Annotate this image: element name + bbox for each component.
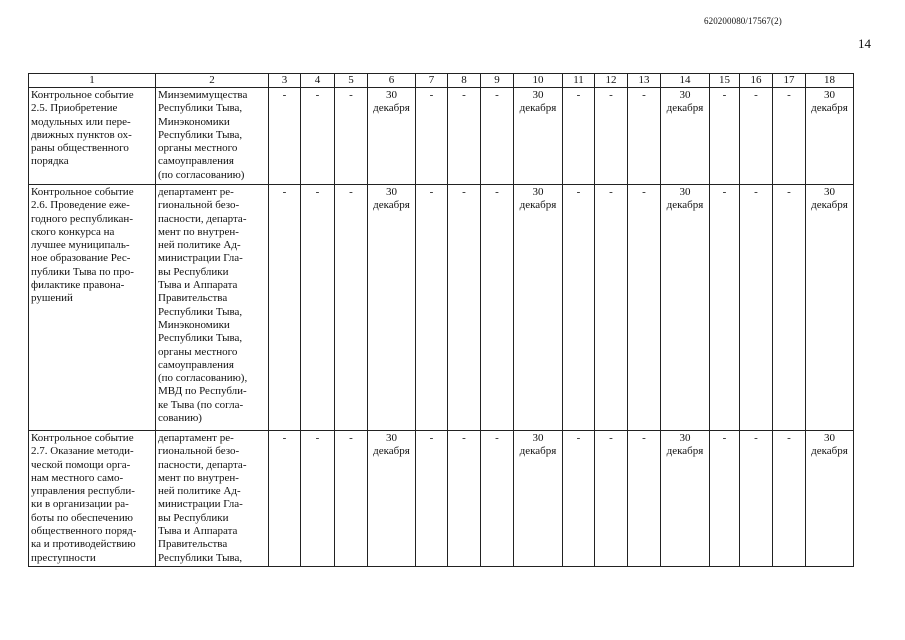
empty-period-cell: - bbox=[481, 185, 514, 431]
column-number: 18 bbox=[806, 74, 854, 88]
empty-period-cell: - bbox=[740, 88, 773, 185]
empty-period-cell: - bbox=[269, 185, 301, 431]
empty-period-cell: - bbox=[710, 185, 740, 431]
executors-cell: Минземимущества Республики Тыва, Минэкономики Республики Тыва, органы местного самоуправления (по согласованию) bbox=[156, 88, 269, 185]
empty-period-cell: - bbox=[481, 88, 514, 185]
column-number: 7 bbox=[416, 74, 448, 88]
deadline-cell: 30 декабря bbox=[661, 431, 710, 567]
column-number: 2 bbox=[156, 74, 269, 88]
table-row bbox=[29, 88, 854, 185]
control-event-cell: Контрольное событие 2.5. Приобретение модульных или пере- движных пунктов ох- раны общественного порядка bbox=[29, 88, 156, 185]
deadline-cell: 30 декабря bbox=[806, 88, 854, 185]
empty-period-cell: - bbox=[595, 185, 628, 431]
column-number: 15 bbox=[710, 74, 740, 88]
table-row bbox=[29, 431, 854, 567]
deadline-cell: 30 декабря bbox=[661, 88, 710, 185]
empty-period-cell: - bbox=[301, 185, 335, 431]
column-number: 13 bbox=[628, 74, 661, 88]
page-number: 14 bbox=[858, 36, 871, 51]
deadline-cell: 30 декабря bbox=[806, 431, 854, 567]
empty-period-cell: - bbox=[301, 431, 335, 567]
deadline-cell: 30 декабря bbox=[514, 185, 563, 431]
empty-period-cell: - bbox=[301, 88, 335, 185]
column-number: 11 bbox=[563, 74, 595, 88]
empty-period-cell: - bbox=[740, 185, 773, 431]
empty-period-cell: - bbox=[563, 431, 595, 567]
column-number: 8 bbox=[448, 74, 481, 88]
column-number: 9 bbox=[481, 74, 514, 88]
empty-period-cell: - bbox=[710, 88, 740, 185]
column-number: 12 bbox=[595, 74, 628, 88]
empty-period-cell: - bbox=[335, 431, 368, 567]
column-number: 14 bbox=[661, 74, 710, 88]
executors-cell: департамент ре- гиональной безо- пасности, департа- мент по внутрен- ней политике Ад- министрации Гла- вы Республики Тыва и Аппарата Правительства Республики Тыва, bbox=[156, 431, 269, 567]
empty-period-cell: - bbox=[448, 88, 481, 185]
deadline-cell: 30 декабря bbox=[514, 88, 563, 185]
column-number: 17 bbox=[773, 74, 806, 88]
column-number: 5 bbox=[335, 74, 368, 88]
control-event-cell: Контрольное событие 2.6. Проведение еже- годного республикан- ского конкурса на лучшее муниципаль- ное образование Рес- публики Тыва по про- филактике правона- рушений bbox=[29, 185, 156, 431]
empty-period-cell: - bbox=[773, 88, 806, 185]
empty-period-cell: - bbox=[416, 88, 448, 185]
column-number: 16 bbox=[740, 74, 773, 88]
table-row bbox=[29, 185, 854, 431]
empty-period-cell: - bbox=[773, 185, 806, 431]
empty-period-cell: - bbox=[740, 431, 773, 567]
empty-period-cell: - bbox=[563, 88, 595, 185]
control-event-cell: Контрольное событие 2.7. Оказание методи- ческой помощи орга- нам местного само- управления республи- ки в организации ра- боты по обеспечению общественного поряд- ка и противодействию преступности bbox=[29, 431, 156, 567]
schedule-table bbox=[28, 73, 854, 567]
empty-period-cell: - bbox=[448, 431, 481, 567]
empty-period-cell: - bbox=[563, 185, 595, 431]
deadline-cell: 30 декабря bbox=[368, 185, 416, 431]
empty-period-cell: - bbox=[481, 431, 514, 567]
empty-period-cell: - bbox=[416, 431, 448, 567]
empty-period-cell: - bbox=[335, 185, 368, 431]
empty-period-cell: - bbox=[416, 185, 448, 431]
deadline-cell: 30 декабря bbox=[368, 431, 416, 567]
empty-period-cell: - bbox=[448, 185, 481, 431]
empty-period-cell: - bbox=[628, 431, 661, 567]
empty-period-cell: - bbox=[269, 88, 301, 185]
executors-cell: департамент ре- гиональной безо- пасности, департа- мент по внутрен- ней политике Ад- министрации Гла- вы Республики Тыва и Аппарата Правительства Республики Тыва, Минэкономики Республики Тыва, органы местного самоуправления (по согласованию), МВД по Республи- ке Тыва (по согла- сованию) bbox=[156, 185, 269, 431]
column-number: 4 bbox=[301, 74, 335, 88]
column-number: 6 bbox=[368, 74, 416, 88]
empty-period-cell: - bbox=[773, 431, 806, 567]
deadline-cell: 30 декабря bbox=[661, 185, 710, 431]
deadline-cell: 30 декабря bbox=[806, 185, 854, 431]
column-number-row bbox=[29, 74, 854, 88]
empty-period-cell: - bbox=[595, 88, 628, 185]
empty-period-cell: - bbox=[710, 431, 740, 567]
empty-period-cell: - bbox=[269, 431, 301, 567]
empty-period-cell: - bbox=[335, 88, 368, 185]
empty-period-cell: - bbox=[628, 185, 661, 431]
document-code: 620200080/17567(2) bbox=[704, 16, 782, 26]
column-number: 10 bbox=[514, 74, 563, 88]
empty-period-cell: - bbox=[628, 88, 661, 185]
column-number: 3 bbox=[269, 74, 301, 88]
column-number: 1 bbox=[29, 74, 156, 88]
empty-period-cell: - bbox=[595, 431, 628, 567]
deadline-cell: 30 декабря bbox=[368, 88, 416, 185]
deadline-cell: 30 декабря bbox=[514, 431, 563, 567]
